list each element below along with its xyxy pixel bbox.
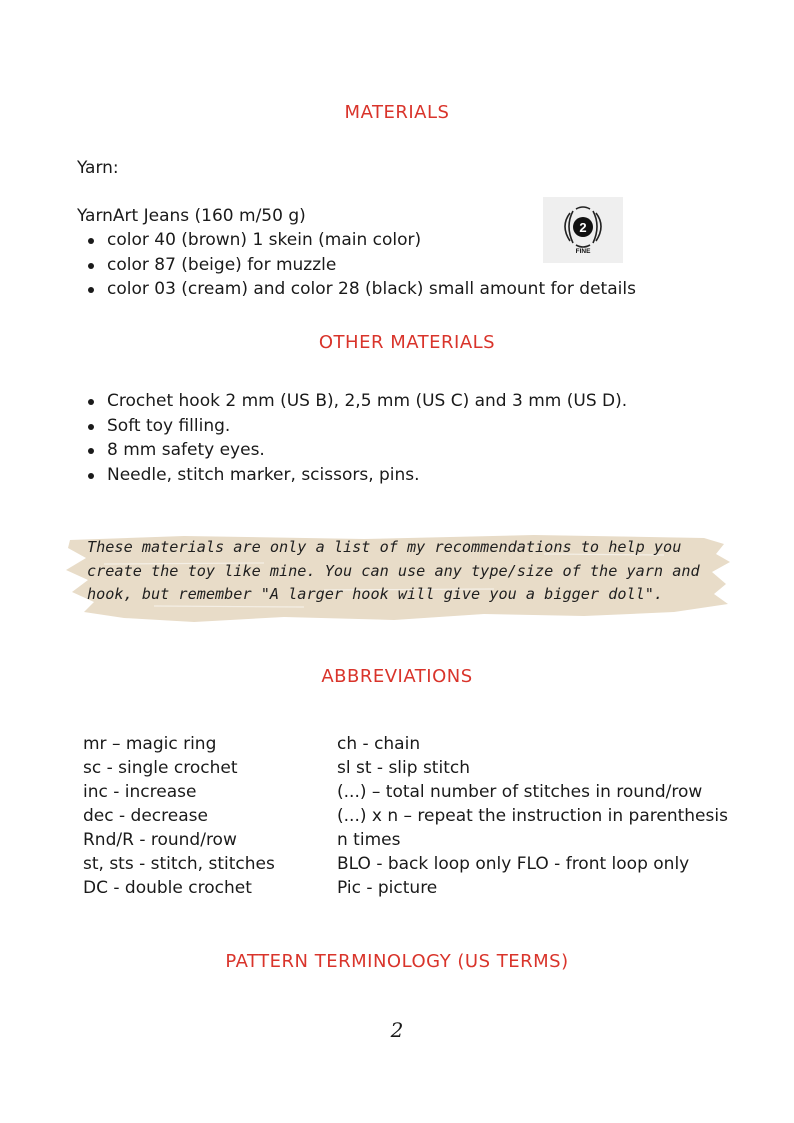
list-item: Crochet hook 2 mm (US B), 2,5 mm (US C) and 3 mm (US D).	[77, 389, 627, 414]
abbreviations-left-column	[83, 732, 275, 900]
list-item: ch - chain	[337, 734, 421, 754]
list-item: Needle, stitch marker, scissors, pins.	[77, 463, 627, 488]
yarn-name: YarnArt Jeans (160 m/50 g)	[77, 206, 306, 226]
list-item: color 87 (beige) for muzzle	[77, 253, 636, 278]
other-materials-list	[77, 389, 627, 487]
list-item: (...) – total number of stitches in round/row	[337, 782, 703, 802]
other-materials-heading: OTHER MATERIALS	[318, 332, 496, 353]
abbreviations-right-column	[337, 732, 728, 900]
list-item: Rnd/R - round/row	[83, 830, 237, 850]
list-item: sc - single crochet	[83, 758, 238, 778]
list-item: (...) x n – repeat the instruction in parenthesis	[337, 806, 728, 826]
list-item: 8 mm safety eyes.	[77, 438, 627, 463]
yarn-label: Yarn:	[77, 158, 119, 178]
recommendation-note: These materials are only a list of my recommendations to help you create the toy like mine. You can use any type/size of the yarn and hook, but remember "A larger hook will give you a bigger doll".	[87, 538, 700, 603]
list-item: sl st - slip stitch	[337, 758, 470, 778]
page-number: 2	[390, 1018, 404, 1042]
yarn-weight-label: FINE	[575, 248, 591, 255]
list-item: st, sts - stitch, stitches	[83, 854, 275, 874]
list-item: color 40 (brown) 1 skein (main color)	[77, 228, 636, 253]
list-item: dec - decrease	[83, 806, 208, 826]
yarn-weight-number: 2	[579, 220, 587, 235]
list-item: mr – magic ring	[83, 734, 217, 754]
yarn-color-list	[77, 228, 636, 302]
list-item: DC - double crochet	[83, 878, 252, 898]
list-item: n times	[337, 830, 401, 850]
pattern-terminology-heading: PATTERN TERMINOLOGY (US TERMS)	[225, 951, 569, 972]
abbreviations-heading: ABBREVIATIONS	[321, 666, 473, 687]
list-item: BLO - back loop only FLO - front loop only	[337, 854, 690, 874]
list-item: inc - increase	[83, 782, 197, 802]
list-item: Pic - picture	[337, 878, 438, 898]
list-item: Soft toy filling.	[77, 414, 627, 439]
materials-heading: MATERIALS	[344, 102, 450, 123]
list-item: color 03 (cream) and color 28 (black) small amount for details	[77, 277, 636, 302]
